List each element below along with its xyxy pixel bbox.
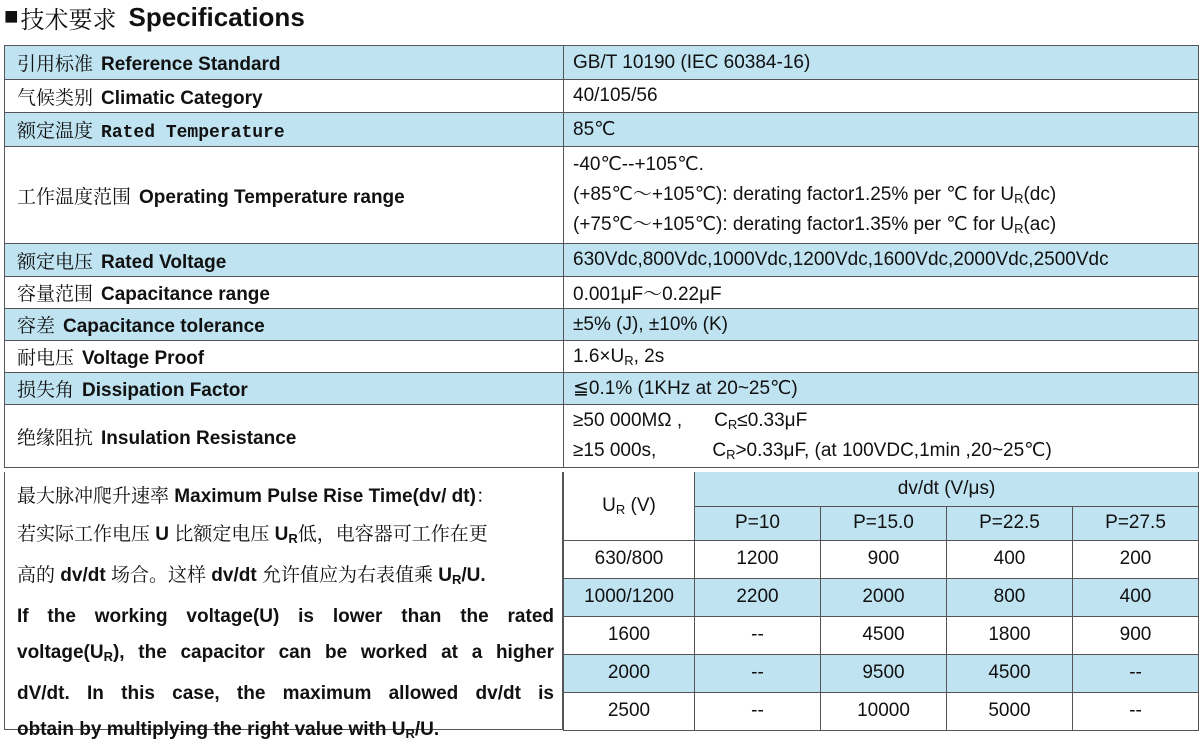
- spec-value-line: -40℃--+105℃.: [573, 154, 704, 175]
- value-cell: 1800: [947, 616, 1073, 654]
- spec-label-en: Rated Voltage: [101, 251, 227, 273]
- spec-label-cn: 额定温度: [17, 120, 94, 142]
- spec-value: 630Vdc,800Vdc,1000Vdc,1200Vdc,1600Vdc,2000Vdc,2500Vdc: [564, 244, 1199, 277]
- desc-line: If the working voltage(U) is lower than the rated: [17, 605, 554, 627]
- dvdt-section: [4, 472, 1198, 741]
- value-cell: 400: [1073, 578, 1199, 616]
- table-row: [564, 540, 1199, 578]
- ur-cell: 2000: [564, 654, 695, 692]
- specifications-table: [4, 45, 1199, 468]
- spec-label-en: Insulation Resistance: [101, 427, 297, 449]
- spec-label-cn: 工作温度范围: [17, 185, 132, 208]
- text: obtain by multiplying the right value with U: [17, 719, 406, 740]
- spec-row-insulation-resistance: [5, 405, 1199, 468]
- desc-line: [17, 712, 554, 753]
- p-header: P=10: [695, 506, 821, 540]
- ur-cell: 630/800: [564, 540, 695, 578]
- spec-row-dissipation-factor: [5, 373, 1199, 405]
- p-header: P=15.0: [821, 506, 947, 540]
- spec-label-en: Climatic Category: [101, 87, 263, 109]
- spec-label: [5, 309, 564, 341]
- spec-label-cn: 额定电压: [17, 250, 94, 273]
- subscript: R: [726, 447, 736, 462]
- text: 最大脉冲爬升速率: [17, 485, 170, 507]
- spec-label-en: Reference Standard: [101, 54, 281, 75]
- value-cell: --: [1073, 654, 1199, 692]
- text: 允许值应为右表值乘: [261, 564, 433, 586]
- text: voltage(U: [17, 642, 104, 663]
- spec-label-en: Rated Temperature: [101, 123, 285, 143]
- dvdt-header-row: [564, 472, 1199, 506]
- subscript: R: [1014, 191, 1024, 206]
- value-cell: 10000: [821, 692, 947, 730]
- spec-label-cn: 容量范围: [17, 283, 94, 305]
- dvdt-description: [4, 472, 563, 741]
- text: , 2s: [633, 345, 665, 367]
- spec-label-en: Dissipation Factor: [82, 380, 248, 401]
- desc-line: dV/dt. In this case, the maximum allowed dv/dt is: [17, 682, 554, 704]
- text: U: [155, 523, 170, 545]
- subscript: R: [1014, 221, 1024, 236]
- text: /U.: [461, 565, 486, 586]
- spec-value-line: [573, 406, 1198, 436]
- spec-row-rated-voltage: [5, 244, 1199, 277]
- text: (+85℃～+105℃): derating factor1.25% per ℃ for U: [573, 184, 1015, 205]
- spec-label: [5, 405, 564, 468]
- value-cell: --: [695, 654, 821, 692]
- spec-value: 85℃: [564, 113, 1199, 147]
- desc-line: [17, 635, 554, 676]
- subscript: R: [103, 649, 113, 664]
- subscript: R: [451, 572, 462, 587]
- spec-value: 40/105/56: [564, 80, 1199, 113]
- spec-value-line: [573, 180, 1198, 210]
- text: 1.6×U: [573, 345, 625, 367]
- spec-row-climatic-category: [5, 80, 1199, 113]
- desc-line: [17, 557, 554, 599]
- spec-value: 0.001μF～0.22μF: [564, 277, 1199, 309]
- header-title-cn: 技术要求: [20, 5, 117, 34]
- spec-value: ≦0.1% (1KHz at 20~25℃): [564, 373, 1199, 405]
- value-cell: --: [695, 616, 821, 654]
- table-row: [564, 654, 1199, 692]
- spec-label-en: Voltage Proof: [82, 348, 205, 369]
- spec-value: [564, 147, 1199, 244]
- spec-row-operating-temperature: [5, 147, 1199, 244]
- text: 低，电容器可工作在更: [297, 522, 488, 545]
- spec-label: [5, 277, 564, 309]
- text: (V): [625, 494, 656, 516]
- text: U: [274, 523, 289, 545]
- value-cell: 2200: [695, 578, 821, 616]
- text: ≥50 000MΩ ,: [573, 410, 683, 431]
- spec-value-line: [573, 436, 1198, 466]
- text: 高的: [17, 564, 56, 586]
- spec-label-en: Capacitance range: [101, 284, 270, 305]
- spec-row-rated-temperature: [5, 113, 1199, 147]
- spec-value: [564, 341, 1199, 373]
- section-header: [4, 0, 305, 34]
- subscript: R: [405, 726, 415, 741]
- p-header: P=22.5: [947, 506, 1073, 540]
- text: (dc): [1023, 184, 1057, 205]
- value-cell: 9500: [821, 654, 947, 692]
- value-cell: 800: [947, 578, 1073, 616]
- spec-label-cn: 耐电压: [17, 347, 75, 369]
- spec-label-en: Operating Temperature range: [139, 186, 405, 208]
- text: >0.33μF, (at 100VDC,1min ,20~25℃): [735, 440, 1052, 461]
- dvdt-header: dv/dt (V/μs): [695, 472, 1199, 506]
- spec-label: [5, 341, 564, 373]
- text: 场合。这样: [110, 564, 206, 586]
- table-row: [564, 692, 1199, 730]
- value-cell: 4500: [947, 654, 1073, 692]
- dvdt-table: [563, 472, 1199, 731]
- text: Maximum Pulse Rise Time(dv/ dt): [174, 486, 476, 507]
- spec-label-cn: 引用标准: [17, 53, 94, 75]
- text: (+75℃～+105℃): derating factor1.35% per ℃ for U: [573, 214, 1015, 235]
- text: /U.: [414, 719, 440, 740]
- value-cell: 4500: [821, 616, 947, 654]
- square-bullet-icon: ■: [4, 3, 19, 30]
- text: ), the capacitor can be worked at a higher: [112, 642, 554, 663]
- spec-label: [5, 46, 564, 80]
- spec-row-capacitance-tolerance: [5, 309, 1199, 341]
- ur-cell: 1600: [564, 616, 695, 654]
- spec-label-en: Capacitance tolerance: [63, 316, 265, 337]
- table-row: [564, 578, 1199, 616]
- spec-label-cn: 气候类别: [17, 86, 94, 109]
- spec-label-cn: 容差: [17, 315, 56, 337]
- spec-value-line: [573, 210, 1198, 240]
- subscript: R: [624, 352, 634, 368]
- spec-label: [5, 113, 564, 147]
- text: C: [714, 410, 728, 431]
- ur-header: [564, 472, 695, 540]
- value-cell: --: [695, 692, 821, 730]
- value-cell: 900: [1073, 616, 1199, 654]
- subscript: R: [615, 501, 626, 517]
- spec-label: [5, 80, 564, 113]
- ur-cell: 1000/1200: [564, 578, 695, 616]
- text: ≤0.33μF: [737, 410, 808, 431]
- value-cell: 1200: [695, 540, 821, 578]
- text: C: [712, 440, 727, 461]
- spec-label: [5, 244, 564, 277]
- spec-label-cn: 绝缘阻抗: [17, 426, 94, 449]
- text: ≥15 000s,: [573, 440, 657, 461]
- value-cell: 5000: [947, 692, 1073, 730]
- spec-row-voltage-proof: [5, 341, 1199, 373]
- spec-label-cn: 损失角: [17, 379, 75, 401]
- p-header: P=27.5: [1073, 506, 1199, 540]
- spec-row-reference-standard: [5, 46, 1199, 80]
- value-cell: 200: [1073, 540, 1199, 578]
- spec-value: ±5% (J), ±10% (K): [564, 309, 1199, 341]
- text: dv/dt: [60, 565, 106, 586]
- spec-row-capacitance-range: [5, 277, 1199, 309]
- value-cell: 2000: [821, 578, 947, 616]
- value-cell: 400: [947, 540, 1073, 578]
- spec-label: [5, 373, 564, 405]
- text: 比额定电压: [174, 522, 270, 545]
- subscript: R: [288, 530, 298, 546]
- desc-line: [17, 516, 554, 558]
- text: (ac): [1023, 214, 1057, 235]
- value-cell: --: [1073, 692, 1199, 730]
- text: 若实际工作电压: [17, 522, 151, 545]
- text: ：: [475, 485, 495, 507]
- spec-value: [564, 405, 1199, 468]
- spec-value: GB/T 10190 (IEC 60384-16): [564, 46, 1199, 80]
- text: dv/dt: [211, 565, 257, 586]
- desc-line: [17, 478, 554, 516]
- table-row: [564, 616, 1199, 654]
- value-cell: 900: [821, 540, 947, 578]
- subscript: R: [727, 417, 738, 432]
- text: U: [438, 565, 452, 586]
- ur-cell: 2500: [564, 692, 695, 730]
- spec-label: [5, 147, 564, 244]
- text: U: [602, 494, 616, 516]
- header-title-en: Specifications: [128, 1, 305, 32]
